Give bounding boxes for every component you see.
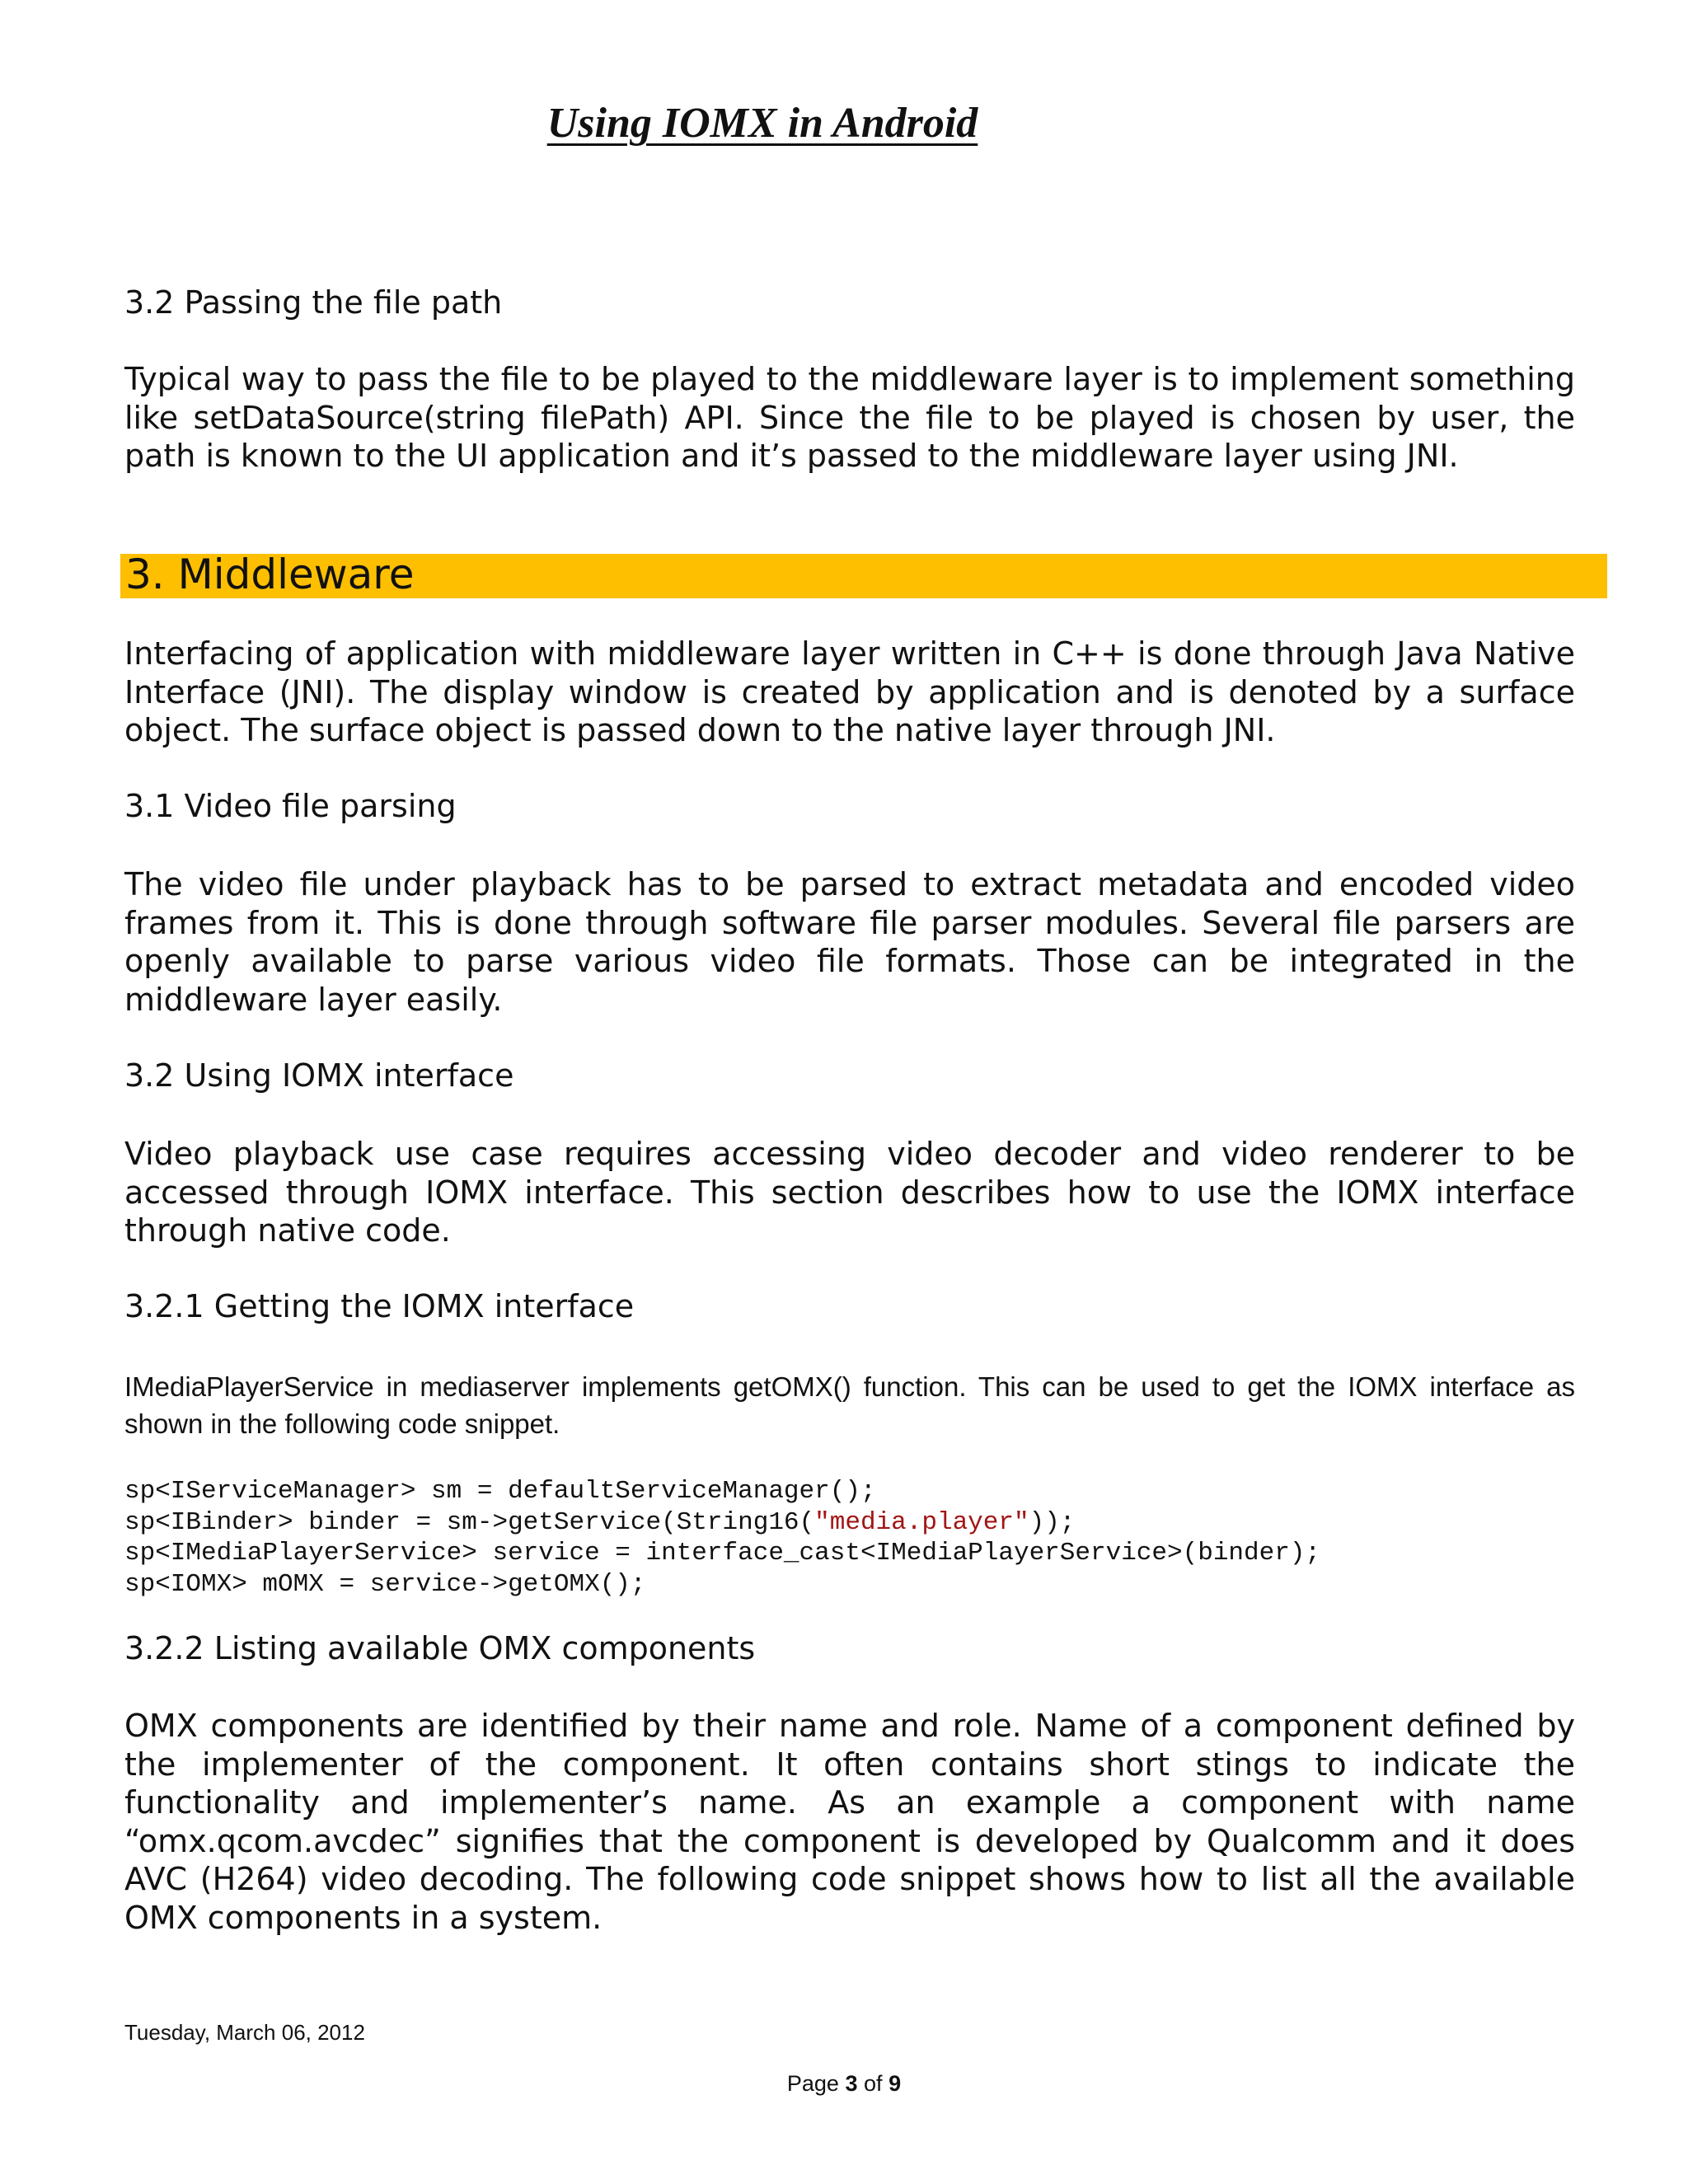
paragraph-middleware: Interfacing of application with middleware layer written in C++ is done through Java Native Interface (JNI). The display window is created by application and is denoted by a surface object. The surface object is passed down to the native layer through JNI. [124,635,1575,748]
code-line-4: sp<IOMX> mOMX = service->getOMX(); [124,1569,646,1599]
paragraph-listing-omx: OMX components are identified by their name and role. Name of a component defined by the implementer of the component. It often contains short stings to indicate the functionality and implementer’s name. As an example a component with name “omx.qcom.avcdec” signifies that the component is developed by Qualcomm and it does AVC (H264) video decoding. The following code snippet shows how to list all the available OMX components in a system. [124,1708,1575,1936]
code-line-2: sp<IBinder> binder = sm->getService(String16("media.player")); [124,1507,1076,1537]
footer-page-number: Page 3 of 9 [786,2071,902,2096]
code-string-literal: "media.player" [814,1507,1029,1537]
document-title: Using IOMX in Android [546,100,978,147]
heading-listing-omx: 3.2.2 Listing available OMX components [124,1630,756,1666]
heading-using-iomx: 3.2 Using IOMX interface [124,1057,514,1094]
heading-middleware: 3. Middleware [125,551,415,598]
heading-passing-file-path: 3.2 Passing the file path [124,284,503,321]
paragraph-using-iomx: Video playback use case requires accessing video decoder and video renderer to be accessed through IOMX interface. This section describes how to use the IOMX interface through native code. [124,1136,1575,1249]
code-line-3: sp<IMediaPlayerService> service = interface_cast<IMediaPlayerService>(binder); [124,1539,1321,1568]
heading-getting-iomx: 3.2.1 Getting the IOMX interface [124,1288,635,1324]
code-line-1: sp<IServiceManager> sm = defaultServiceManager(); [124,1477,876,1506]
footer-date: Tuesday, March 06, 2012 [124,2020,365,2045]
heading-video-file-parsing: 3.1 Video file parsing [124,788,457,824]
code-snippet [124,1476,1320,1600]
section-band-middleware [120,551,1607,598]
paragraph-video-file-parsing: The video file under playback has to be parsed to extract metadata and encoded video frames from it. This is done through software file parser modules. Several file parsers are openly available to parse various video file formats. Those can be integrated in the middleware layer easily. [124,866,1575,1018]
paragraph-getting-iomx: IMediaPlayerService in mediaserver implements getOMX() function. This can be used to get the IOMX interface as shown in the following code snippet. [124,1371,1575,1439]
paragraph-passing-file-path: Typical way to pass the file to be played to the middleware layer is to implement something like setDataSource(string filePath) API. Since the file to be played is chosen by user, the path is known to the UI application and it’s passed to the middleware layer using JNI. [124,361,1575,474]
